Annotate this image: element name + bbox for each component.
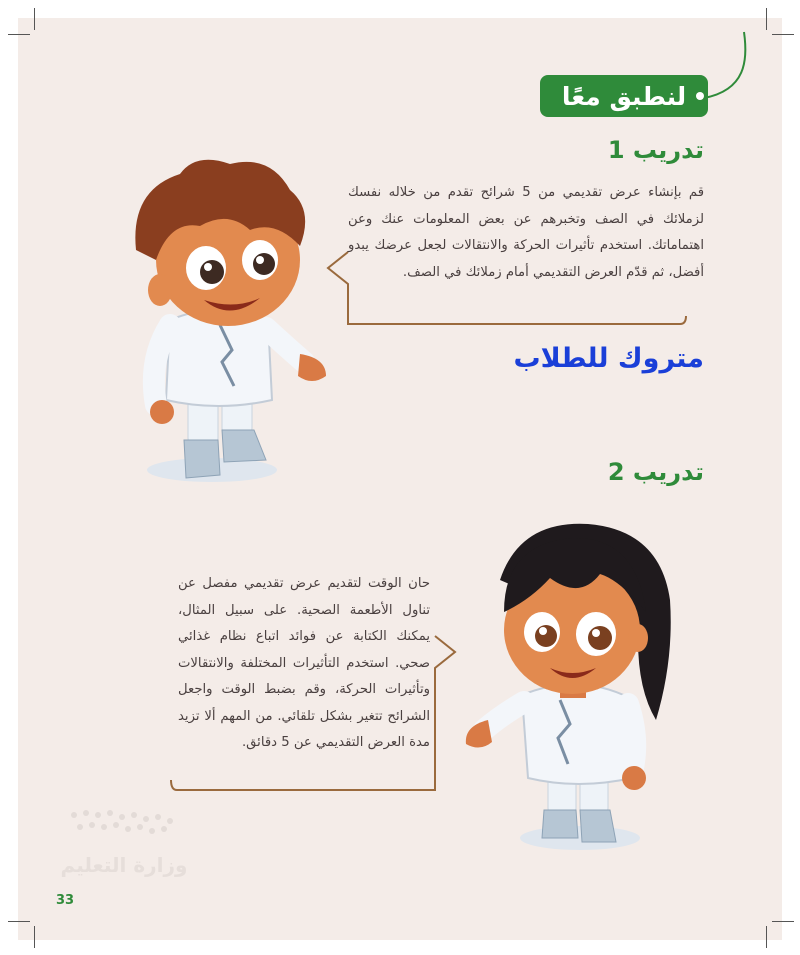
crop-mark: [766, 8, 767, 30]
boy-character-illustration: [100, 150, 335, 490]
tab-hole-icon: [696, 92, 704, 100]
crop-mark: [34, 8, 35, 30]
crop-mark: [8, 34, 30, 35]
page-number: 33: [56, 893, 75, 908]
watermark-logo-icon: [64, 805, 184, 841]
crop-mark: [772, 921, 794, 922]
exercise2-text: حان الوقت لتقديم عرض تقديمي مفصل عن تناول الأطعمة الصحية. على سبيل المثال، يمكنك الكتابة عن فوائد اتباع نظام غذائي صحي. استخدم التأثيرات المختلفة والانتقالات وتأثيرات الحركة، وقم بضبط الوقت واجعل الشرائح تتغير بشكل تلقائي. من المهم ألا تزيد مدة العرض التقديمي عن 5 دقائق.: [178, 576, 430, 750]
note-left-for-students: متروك للطلاب: [513, 343, 704, 374]
exercise2-heading: تدريب 2: [607, 458, 704, 486]
exercise1-text: قم بإنشاء عرض تقديمي من 5 شرائح تقدم من خلاله نفسك لزملائك في الصف وتخبرهم عن بعض المعلومات عنك وعن اهتماماتك. استخدم تأثيرات الحركة والانتقالات لجعل عرضك يبدو أفضل، ثم قدّم العرض التقديمي أمام زملائك في الصف.: [348, 185, 705, 280]
crop-mark: [8, 921, 30, 922]
section-title-tab: [540, 75, 708, 117]
section-title: لنطبق معًا: [561, 81, 687, 111]
watermark-text: وزارة التعليم: [60, 853, 188, 877]
exercise1-heading: تدريب 1: [607, 136, 704, 164]
crop-mark: [772, 34, 794, 35]
crop-mark: [34, 926, 35, 948]
crop-mark: [766, 926, 767, 948]
girl-character-illustration: [460, 520, 690, 860]
ministry-watermark: [44, 805, 204, 900]
